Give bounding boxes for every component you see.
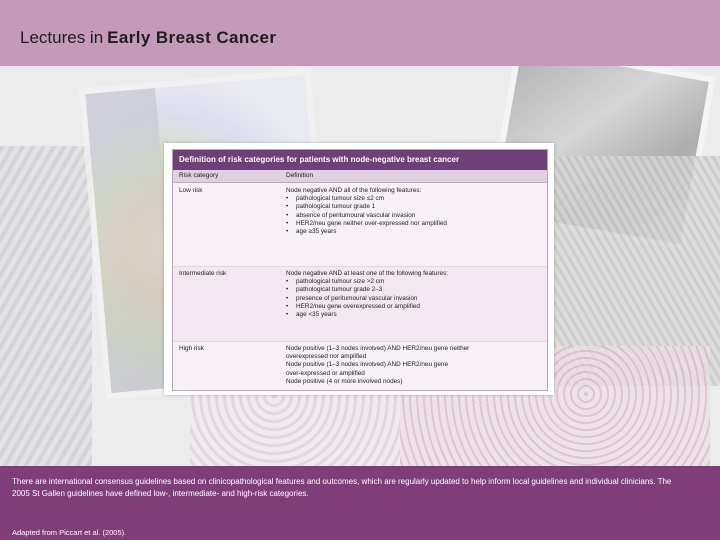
caption-text: There are international consensus guidelines based on clinicopathological features and outcomes, which are regularly updated to help inform local guidelines and individual clinicians. The 2005 St Gallen guidelines have defined low-, intermediate- and high-risk categories. xyxy=(12,477,672,498)
table-title: Definition of risk categories for patients with node-negative breast cancer xyxy=(173,150,547,170)
definition-bullet: • HER2/neu gene neither over-expressed nor amplified xyxy=(286,220,536,228)
risk-definition xyxy=(286,345,536,386)
header-band xyxy=(0,0,720,66)
risk-table xyxy=(172,149,548,391)
caption-band xyxy=(0,466,720,540)
title-prefix: Lectures in xyxy=(20,28,104,47)
definition-bullet: • pathological tumour grade 2–3 xyxy=(286,286,536,294)
definition-line: Node negative AND at least one of the following features: xyxy=(286,270,448,277)
table-row xyxy=(173,184,547,267)
definition-bullet: • HER2/neu gene overexpressed or amplified xyxy=(286,303,536,311)
definition-line: Node positive (4 or more involved nodes) xyxy=(286,377,403,385)
column-header-category: Risk category xyxy=(179,172,219,179)
column-header-definition: Definition xyxy=(286,172,314,179)
page-title xyxy=(20,28,276,48)
definition-bullet: • pathological tumour size >2 cm xyxy=(286,278,536,286)
definition-line: Node positive (1–3 nodes involved) AND HER2/neu gene neither xyxy=(286,345,470,352)
risk-definition xyxy=(286,187,536,236)
definition-line: Node negative AND all of the following features: xyxy=(286,187,422,194)
table-row xyxy=(173,267,547,342)
definition-bullet: • presence of peritumoural vascular invasion xyxy=(286,295,536,303)
definition-bullet: • absence of peritumoural vascular invasion xyxy=(286,212,536,220)
histology-image-left xyxy=(0,146,92,466)
definition-bullet: • age ≥35 years xyxy=(286,228,536,236)
risk-definition xyxy=(286,270,536,319)
definition-bullet: • pathological tumour size ≤2 cm xyxy=(286,195,536,203)
risk-table-card xyxy=(164,143,554,395)
risk-category: Intermediate risk xyxy=(179,270,227,277)
risk-category: Low risk xyxy=(179,187,203,194)
table-row xyxy=(173,342,547,389)
title-strong: Early Breast Cancer xyxy=(107,28,277,47)
definition-line: overexpressed nor amplified xyxy=(286,353,367,361)
risk-category: High risk xyxy=(179,345,204,352)
source-citation: Adapted from Piccart et al. (2005). xyxy=(12,528,127,537)
definition-bullet: • age <35 years xyxy=(286,311,536,319)
table-header xyxy=(173,170,547,183)
definition-bullet: • pathological tumour grade 1 xyxy=(286,203,536,211)
definition-line: Node positive (1–3 nodes involved) AND HER2/neu gene xyxy=(286,361,448,369)
definition-line: over-expressed or amplified xyxy=(286,369,365,377)
